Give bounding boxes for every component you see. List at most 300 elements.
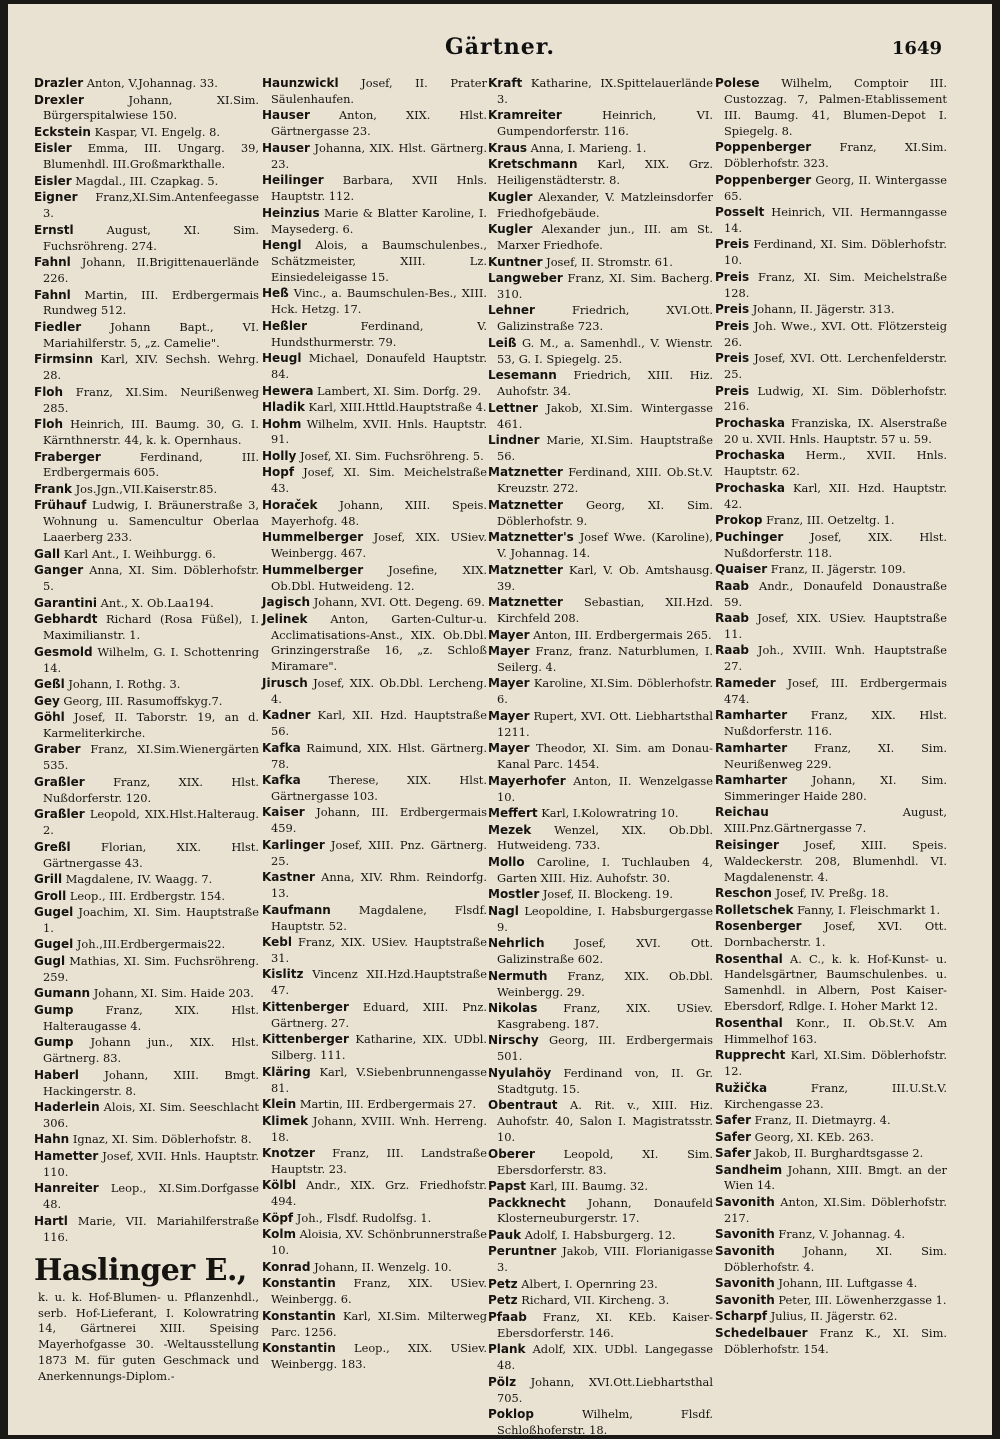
directory-entry — [715, 838, 947, 886]
directory-entry — [34, 1214, 259, 1246]
entry-details: Anton, II. Wenzelgasse 10. — [497, 773, 713, 804]
entry-details: Josef, XIX. USiev. Weinbergg. 467. — [271, 530, 487, 561]
entry-name: Hametter — [34, 1148, 99, 1163]
entry-name: Ganger — [34, 563, 84, 578]
directory-entry — [488, 1196, 713, 1228]
directory-entry — [715, 319, 947, 351]
entry-details: Johann, XIII. Bmgt. Hackingerstr. 8. — [43, 1067, 259, 1098]
entry-name: Raab — [715, 578, 750, 593]
entry-details: Joh.,III.Erdbergermais22. — [73, 937, 226, 952]
directory-entry — [262, 1000, 487, 1032]
entry-details: Katharine, IX.Spittelauerlände 3. — [497, 76, 713, 106]
directory-entry — [715, 205, 947, 237]
entry-name: Preis — [715, 383, 750, 398]
entry-name: Raab — [715, 643, 750, 658]
entry-details: Vinc., a. Baumschulen-Bes., XIII. Hck. Hetzg. 17. — [271, 286, 487, 317]
directory-entry — [34, 385, 259, 417]
directory-entry — [715, 416, 947, 448]
entry-details: Martin, III. Erdbergermais Rundweg 512. — [43, 287, 259, 318]
entry-name: Eisler — [34, 173, 72, 188]
entry-name: Geßl — [34, 677, 65, 691]
entry-name: Haberl — [34, 1067, 79, 1082]
directory-entry — [715, 76, 947, 140]
entry-name: Mayer — [488, 627, 530, 642]
entry-name: Matznetter — [488, 595, 563, 610]
entry-name: Rosenthal — [715, 1015, 783, 1030]
entry-name: Preis — [715, 351, 750, 366]
directory-entry — [715, 513, 947, 529]
entry-details: Josef, II. Taborstr. 19, an d. Karmeliterkirche. — [43, 710, 259, 740]
entry-details: Georg, II. Wintergasse 65. — [724, 172, 947, 203]
entry-name: Köpf — [262, 1210, 294, 1225]
directory-entry — [488, 1407, 713, 1435]
entry-details: Peter, III. Löwenherzgasse 1. — [774, 1292, 947, 1307]
entry-details: Georg, XI. KEb. 263. — [751, 1129, 874, 1144]
entry-details: Johann, XI. Sim. Simmeringer Haide 280. — [724, 773, 947, 803]
entry-details: A. C., k. k. Hof-Kunst- u. Handelsgärtner, Baumschulenbes. u. Samenhdl. in Albern, Post Kaiser-Ebersdorf, Rdlge. I. Hoher Markt 12. — [724, 951, 947, 1014]
entry-details: Johann, XVI.Ott.Liebhartsthal 705. — [497, 1374, 713, 1405]
directory-entry — [262, 108, 487, 140]
directory-entry — [34, 417, 259, 449]
directory-entry — [715, 773, 947, 805]
directory-entry — [34, 563, 259, 595]
directory-entry — [488, 595, 713, 627]
entry-details: Karl, I.Kolowratring 10. — [537, 806, 679, 821]
directory-entry — [262, 1309, 487, 1341]
entry-details: Karl, III. Baumg. 32. — [526, 1179, 648, 1193]
entry-details: Josef, IV. Preßg. 18. — [771, 886, 889, 901]
entry-details: Joh., Flsdf. Rudolfsg. 1. — [293, 1210, 432, 1225]
directory-entry — [262, 1097, 487, 1113]
directory-entry — [715, 1048, 947, 1080]
entry-name: Kafka — [262, 740, 301, 755]
entry-details: Karl, XI.Sim. Döblerhofstr. 12. — [724, 1048, 947, 1079]
entry-details: Katharine, XIX. UDbl. Silberg. 111. — [271, 1032, 487, 1063]
directory-entry — [715, 1130, 947, 1146]
entry-details: Johann, XI. Sim. Döblerhofstr. 4. — [724, 1243, 947, 1274]
entry-name: Gey — [34, 693, 60, 708]
entry-name: Pauk — [488, 1227, 522, 1242]
entry-details: Anton, XIX. Hlst. Gärtnergasse 23. — [271, 108, 487, 139]
entry-details: Martin, III. Erdbergermais 27. — [296, 1097, 477, 1112]
directory-entry — [488, 936, 713, 968]
directory-entry — [488, 190, 713, 222]
entry-name: Firmsinn — [34, 352, 94, 367]
entry-name: Klimek — [262, 1113, 309, 1128]
directory-entry — [715, 562, 947, 578]
entry-name: Leiß — [488, 335, 517, 350]
entry-details: Lambert, XI. Sim. Dorfg. 29. — [313, 383, 482, 398]
directory-entry — [488, 855, 713, 887]
entry-name: Kretschmann — [488, 157, 578, 172]
advertisement-text: k. u. k. Hof-Blumen- u. Pflanzenhdl., serb. Hof-Lieferant, I. Kolowratring 14, Gärtnerei XIII. Speising Mayerhofgasse 30. -Weltausstellung 1873 M. für guten Geschmack und Anerkennungs-Diplom.- — [38, 1289, 259, 1384]
directory-entry — [488, 255, 713, 271]
entry-name: Kolm — [262, 1227, 296, 1242]
entry-name: Kraus — [488, 140, 527, 155]
directory-entry — [262, 76, 487, 108]
directory-entry — [34, 612, 259, 644]
entry-details: Vincenz XII.Hzd.Hauptstraße 47. — [271, 967, 487, 998]
directory-entry — [715, 708, 947, 740]
directory-entry — [262, 530, 487, 562]
directory-entry — [262, 903, 487, 935]
directory-entry — [488, 1033, 713, 1065]
entry-name: Mayer — [488, 708, 530, 723]
entry-name: Oberer — [488, 1146, 535, 1161]
directory-entry — [488, 498, 713, 530]
entry-name: Ramharter — [715, 708, 788, 723]
entry-name: Kafka — [262, 773, 301, 788]
entry-details: Adolf, XIX. UDbl. Langegasse 48. — [497, 1342, 713, 1373]
directory-entry — [488, 465, 713, 497]
entry-name: Reisinger — [715, 837, 779, 852]
entry-details: Anton, Garten-Cultur-u. Acclimatisations-Anst., XIX. Ob.Dbl. Grinzingerstraße 16, „z. Schloß Miramare". — [271, 611, 487, 674]
entry-details: Anna, XI. Sim. Döblerhofstr. 5. — [43, 563, 259, 594]
entry-name: Konstantin — [262, 1308, 336, 1323]
directory-entry — [262, 1211, 487, 1227]
directory-entry — [715, 676, 947, 708]
entry-name: Greßl — [34, 839, 71, 854]
entry-name: Hanreiter — [34, 1181, 99, 1196]
directory-entry — [488, 644, 713, 676]
directory-entry — [488, 969, 713, 1001]
advertisement-name: Haslinger E., — [34, 1252, 247, 1288]
entry-name: Kramreiter — [488, 108, 562, 123]
directory-entry — [34, 742, 259, 774]
entry-name: Floh — [34, 417, 64, 432]
directory-entry — [715, 886, 947, 902]
entry-name: Papst — [488, 1179, 527, 1193]
entry-details: Franz, XI.Sim. Neurißenweg 285. — [43, 384, 259, 415]
entry-name: Gumann — [34, 986, 91, 1001]
entry-name: Hummelberger — [262, 562, 364, 577]
entry-details: Emma, III. Ungarg. 39, Blumenhdl. III.Großmarkthalle. — [43, 141, 259, 172]
entry-name: Gebhardt — [34, 612, 98, 627]
entry-details: Heinrich, VI. Gumpendorferstr. 116. — [497, 108, 713, 139]
directory-entry — [262, 612, 487, 676]
entry-details: Andr., XIX. Grz. Friedhofstr. 494. — [271, 1178, 487, 1209]
entry-name: Savonith — [715, 1276, 775, 1291]
entry-details: Wilhelm, G. I. Schottenring 14. — [43, 644, 259, 675]
entry-details: Johann, II.Brigittenauerlände 226. — [43, 255, 259, 286]
entry-name: Kebl — [262, 935, 292, 950]
entry-name: Haunzwickl — [262, 76, 339, 90]
entry-name: Preis — [715, 269, 750, 284]
directory-entry — [715, 237, 947, 269]
entry-name: Preis — [715, 237, 750, 252]
entry-details: Josef, XVI. Ott. Galizinstraße 602. — [497, 936, 713, 967]
entry-details: Joachim, XI. Sim. Hauptstraße 1. — [43, 905, 259, 935]
directory-entry — [34, 889, 259, 905]
directory-entry — [488, 108, 713, 140]
entry-details: Franz, XIX. Hlst. Nußdorferstr. 120. — [43, 774, 259, 805]
entry-details: Franz, II. Dietmayrg. 4. — [751, 1113, 891, 1127]
entry-name: Hummelberger — [262, 530, 364, 545]
directory-entry — [488, 222, 713, 254]
entry-name: Kittenberger — [262, 1032, 349, 1047]
directory-entry — [34, 190, 259, 222]
entry-details: Friedrich, XIII. Hiz. Auhofstr. 34. — [497, 368, 713, 399]
entry-details: Heinrich, III. Baumg. 30, G. I. Kärnthnerstr. 44, k. k. Opernhaus. — [43, 417, 259, 448]
entry-details: Georg, III. Rasumoffskyg.7. — [59, 693, 223, 708]
entry-name: Hewera — [262, 383, 314, 398]
entry-name: Nagl — [488, 903, 519, 918]
entry-details: August, XI. Sim. Fuchsröhreng. 274. — [43, 222, 259, 253]
directory-entry — [34, 352, 259, 384]
entry-name: Scharpf — [715, 1309, 768, 1324]
directory-entry — [488, 1293, 713, 1309]
entry-details: Julius, II. Jägerstr. 62. — [767, 1309, 898, 1324]
entry-details: Eduard, XIII. Pnz. Gärtnerg. 27. — [271, 999, 487, 1030]
entry-details: Leop., XI.Sim.Dorfgasse 48. — [43, 1181, 259, 1212]
directory-entry — [34, 710, 259, 742]
entry-name: Kölbl — [262, 1178, 297, 1193]
entry-details: Ferdinand, V. Hundsthurmerstr. 79. — [271, 318, 487, 349]
directory-page — [8, 4, 992, 1435]
directory-entry — [262, 1260, 487, 1276]
directory-entry — [262, 676, 487, 708]
directory-entry — [715, 1276, 947, 1292]
entry-details: Raimund, XIX. Hlst. Gärtnerg. 78. — [271, 740, 487, 771]
entry-details: Anton, V.Johannag. 33. — [83, 76, 218, 90]
directory-entry — [34, 223, 259, 255]
directory-entry — [34, 141, 259, 173]
directory-entry — [34, 1035, 259, 1067]
directory-entry — [715, 903, 947, 919]
directory-entry — [715, 173, 947, 205]
directory-entry — [262, 1114, 487, 1146]
entry-details: Alexander jun., III. am St. Marxer Friedhofe. — [497, 222, 713, 253]
directory-entry — [715, 1146, 947, 1162]
entry-name: Quaiser — [715, 562, 768, 577]
entry-details: Albert, I. Opernring 23. — [517, 1276, 658, 1291]
entry-details: Therese, XIX. Hlst. Gärtnergasse 103. — [271, 773, 487, 803]
entry-name: Langweber — [488, 271, 563, 286]
directory-entry — [488, 774, 713, 806]
entry-name: Lesemann — [488, 368, 557, 383]
entry-name: Gump — [34, 1002, 74, 1017]
directory-entry — [262, 838, 487, 870]
entry-details: Friedrich, XVI.Ott. Galizinstraße 723. — [497, 303, 713, 334]
entry-name: Garantini — [34, 595, 98, 610]
directory-entry — [34, 1100, 259, 1132]
directory-entry — [34, 320, 259, 352]
directory-entry — [488, 303, 713, 335]
entry-name: Matznetter's — [488, 530, 574, 545]
entry-details: Andr., Donaufeld Donaustraße 59. — [724, 578, 947, 609]
entry-details: Wilhelm, XVII. Hnls. Hauptstr. 91. — [271, 416, 487, 447]
entry-details: Anna, XIV. Rhm. Reindorfg. 13. — [271, 870, 487, 901]
entry-details: Johann, XIII. Speis. Mayerhofg. 48. — [271, 497, 487, 528]
entry-name: Peruntner — [488, 1244, 557, 1259]
column-4 — [715, 76, 947, 1358]
directory-entry — [488, 563, 713, 595]
entry-name: Graber — [34, 742, 81, 757]
directory-entry — [34, 807, 259, 839]
entry-name: Heilinger — [262, 173, 324, 188]
entry-details: Franz, XIX. Hlst. Nußdorferstr. 116. — [724, 708, 947, 739]
directory-entry — [715, 140, 947, 172]
directory-entry — [34, 76, 259, 92]
directory-entry — [715, 643, 947, 675]
entry-details: Leopoldine, I. Habsburgergasse 9. — [497, 903, 713, 934]
directory-entry — [488, 401, 713, 433]
directory-entry — [488, 271, 713, 303]
entry-name: Preis — [715, 302, 750, 317]
page-number: 1649 — [891, 38, 942, 59]
entry-name: Eckstein — [34, 124, 91, 139]
entry-name: Preis — [715, 318, 750, 333]
directory-entry — [262, 708, 487, 740]
entry-details: Jakob, II. Burghardtsgasse 2. — [751, 1146, 924, 1160]
entry-details: Marie & Blatter Karoline, I. Maysederg. 6. — [271, 205, 487, 236]
directory-entry — [262, 1178, 487, 1210]
directory-entry — [262, 870, 487, 902]
directory-entry — [488, 709, 713, 741]
entry-details: Franz, XI.Sim.Wienergärten 535. — [43, 742, 259, 773]
entry-details: Ant., X. Ob.Laa194. — [97, 595, 214, 610]
entry-name: Nirschy — [488, 1033, 539, 1048]
directory-entry — [262, 238, 487, 286]
directory-entry — [34, 937, 259, 953]
entry-name: Ružička — [715, 1080, 768, 1095]
directory-entry — [715, 1227, 947, 1243]
entry-name: Safer — [715, 1129, 752, 1144]
entry-name: Lindner — [488, 433, 540, 448]
entry-details: Leopold, XI. Sim. Ebersdorferstr. 83. — [497, 1146, 713, 1177]
directory-entry — [34, 125, 259, 141]
entry-name: Karlinger — [262, 837, 325, 852]
entry-details: Johann jun., XIX. Hlst. Gärtnerg. 83. — [43, 1035, 259, 1066]
entry-name: Reschon — [715, 886, 772, 901]
entry-details: Josef, XVI. Ott. Lerchenfelderstr. 25. — [724, 351, 947, 382]
entry-name: Fiedler — [34, 319, 82, 334]
directory-entry — [488, 1277, 713, 1293]
directory-entry — [715, 1163, 947, 1195]
entry-details: Magdalene, Flsdf. Hauptstr. 52. — [271, 902, 487, 933]
entry-details: Josef, XI. Sim. Fuchsröhreng. 5. — [296, 448, 484, 463]
directory-entry — [488, 1342, 713, 1374]
directory-entry — [715, 302, 947, 318]
entry-details: Wenzel, XIX. Ob.Dbl. Hutweideng. 733. — [497, 822, 713, 853]
directory-entry — [262, 967, 487, 999]
directory-entry — [262, 141, 487, 173]
directory-entry — [488, 1066, 713, 1098]
directory-entry — [34, 986, 259, 1002]
directory-entry — [715, 1309, 947, 1325]
entry-name: Hartl — [34, 1213, 68, 1228]
entry-name: Gall — [34, 546, 61, 561]
entry-details: Joh., XVIII. Wnh. Hauptstraße 27. — [724, 643, 947, 674]
entry-details: Konr., II. Ob.St.V. Am Himmelhof 163. — [724, 1015, 947, 1046]
entry-name: Gugl — [34, 953, 66, 968]
entry-name: Kugler — [488, 222, 533, 237]
entry-name: Jagisch — [262, 595, 311, 610]
entry-name: Plank — [488, 1342, 526, 1357]
directory-entry — [488, 887, 713, 903]
entry-details: Franz, V. Johannag. 4. — [774, 1227, 905, 1242]
entry-name: Hahn — [34, 1132, 70, 1147]
entry-details: Josef, XI. Sim. Meichelstraße 43. — [271, 465, 487, 496]
entry-details: Ferdinand, XI. Sim. Döblerhofstr. 10. — [724, 237, 947, 268]
entry-details: Anton, III. Erdbergermais 265. — [529, 627, 712, 642]
entry-name: Horaček — [262, 497, 318, 512]
entry-details: Florian, XIX. Hlst. Gärtnergasse 43. — [43, 839, 259, 870]
entry-name: Drexler — [34, 92, 84, 107]
entry-details: Sebastian, XII.Hzd. Kirchfeld 208. — [497, 595, 713, 625]
entry-name: Nikolas — [488, 1001, 538, 1016]
entry-name: Kugler — [488, 189, 533, 204]
entry-name: Lettner — [488, 400, 538, 415]
entry-details: Georg, III. Erdbergermais 501. — [497, 1033, 713, 1064]
directory-entry — [262, 805, 487, 837]
directory-entry — [34, 954, 259, 986]
directory-entry — [488, 1147, 713, 1179]
directory-entry — [488, 628, 713, 644]
entry-details: Josef, II. Blockeng. 19. — [539, 887, 674, 902]
entry-name: Prochaska — [715, 448, 785, 463]
entry-details: Josef, II. Prater Säulenhaufen. — [271, 76, 487, 106]
entry-details: Josef, III. Erdbergermais 474. — [724, 675, 947, 706]
entry-details: Josef, XIX. Hlst. Nußdorferstr. 118. — [724, 529, 947, 560]
entry-details: Ferdinand, XIII. Ob.St.V. Kreuzstr. 272. — [497, 465, 713, 496]
entry-name: Kittenberger — [262, 999, 349, 1014]
directory-entry — [34, 1149, 259, 1181]
entry-name: Poppenberger — [715, 172, 812, 187]
directory-entry — [34, 547, 259, 563]
entry-name: Eisler — [34, 141, 72, 156]
entry-name: Matznetter — [488, 497, 563, 512]
entry-name: Jirusch — [262, 675, 308, 690]
entry-name: Jelinek — [262, 611, 308, 626]
directory-entry — [34, 775, 259, 807]
entry-name: Sandheim — [715, 1162, 783, 1177]
entry-details: Jakob, VIII. Florianigasse 3. — [497, 1244, 713, 1275]
entry-details: Wilhelm, Comptoir III. Custozzag. 7, Palmen-Etablissement III. Baumg. 41, Blumen-Depot I. Spiegelg. 8. — [724, 76, 947, 138]
entry-details: Adolf, I. Habsburgerg. 12. — [521, 1227, 676, 1242]
entry-name: Haderlein — [34, 1100, 100, 1115]
entry-details: Josef, XVII. Hnls. Hauptstr. 110. — [43, 1148, 259, 1179]
entry-name: Rosenthal — [715, 951, 783, 966]
directory-entry — [262, 319, 487, 351]
entry-details: Michael, Donaufeld Hauptstr. 84. — [271, 351, 487, 382]
entry-name: Mayer — [488, 644, 530, 658]
entry-details: Josef, XVI. Ott. Dornbacherstr. 1. — [724, 919, 947, 950]
entry-name: Mostler — [488, 887, 540, 902]
directory-entry — [488, 1098, 713, 1146]
entry-name: Raab — [715, 611, 750, 625]
entry-name: Konstantin — [262, 1276, 336, 1291]
directory-entry — [34, 498, 259, 546]
directory-entry — [34, 1068, 259, 1100]
entry-details: Kaspar, VI. Engelg. 8. — [90, 124, 220, 139]
directory-entry — [262, 400, 487, 416]
entry-name: Heß — [262, 286, 289, 301]
entry-name: Polese — [715, 76, 760, 90]
entry-details: Karl, XII. Hzd. Hauptstr. 42. — [724, 480, 947, 511]
entry-name: Obentraut — [488, 1098, 558, 1113]
directory-entry — [34, 93, 259, 125]
entry-details: Georg, XI. Sim. Döblerhofstr. 9. — [497, 497, 713, 528]
entry-details: Johann, XVIII. Wnh. Herreng. 18. — [271, 1113, 487, 1144]
entry-details: Franz, XI. Sim. Neurißenweg 229. — [724, 740, 947, 771]
entry-details: Franz, III. Landstraße Hauptstr. 23. — [271, 1146, 487, 1176]
entry-name: Rolletschek — [715, 902, 794, 917]
entry-name: Rosenberger — [715, 919, 802, 934]
entry-details: Franziska, IX. Alserstraße 20 u. XVII. Hnls. Hauptstr. 57 u. 59. — [724, 415, 947, 446]
directory-entry — [488, 904, 713, 936]
directory-entry — [715, 384, 947, 416]
